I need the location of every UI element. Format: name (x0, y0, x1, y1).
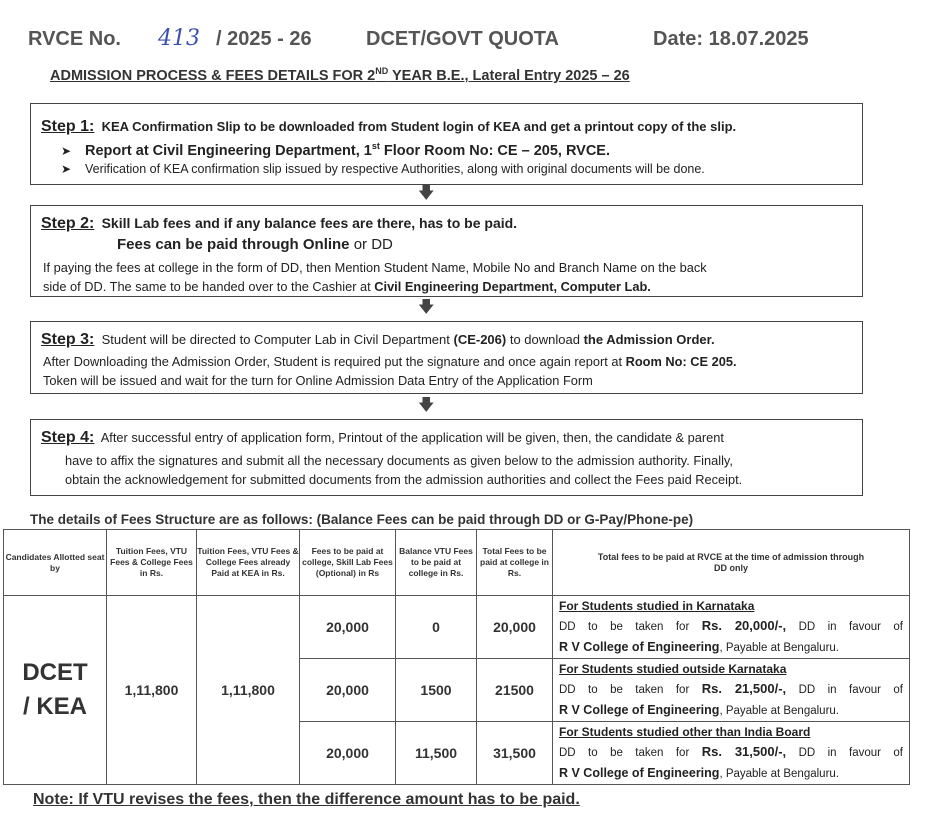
step-2-box (30, 205, 863, 297)
step-3-line-3: Token will be issued and wait for the turn for Online Admission Data Entry of the Application Form (43, 373, 593, 388)
dd-instruction-cell: For Students studied other than India Board DD to be taken for Rs. 31,500/-, DD in favour of R V College of Engineering, Payable at Bengaluru. (553, 722, 910, 785)
table-header-row (4, 530, 910, 596)
step-4-line-3: obtain the acknowledgement for submitted documents from the admission authorities and collect the Fees paid Receipt. (65, 472, 743, 487)
skill-lab-cell: 20,000 (300, 659, 396, 722)
step-2-label: Step 2: (41, 215, 95, 232)
step-2-line-2: Fees can be paid through Online or DD (117, 236, 393, 253)
down-arrow-icon: 🡇 (418, 397, 435, 414)
balance-vtu-cell: 1500 (396, 659, 477, 722)
step-1-label: Step 1: (41, 118, 95, 135)
total-fees-cell: 20,000 (477, 596, 553, 659)
rvce-label: RVCE No. (28, 28, 121, 50)
skill-lab-cell: 20,000 (300, 722, 396, 785)
step-4-line-2: have to affix the signatures and submit all the necessary documents as given below to the admission authority. Finally, (65, 453, 733, 468)
header-total-at-rvce: Total fees to be paid at RVCE at the time of admission through DD only (553, 530, 910, 596)
dd-instruction-cell: For Students studied outside Karnataka DD to be taken for Rs. 21,500/-, DD in favour of R V College of Engineering, Payable at Bengaluru. (553, 659, 910, 722)
fees-table (3, 529, 910, 785)
step-1-box (30, 103, 863, 185)
down-arrow-icon: 🡇 (418, 185, 435, 202)
total-fees-cell: 31,500 (477, 722, 553, 785)
header-paid-at-kea: Tuition Fees, VTU Fees & College Fees already Paid at KEA in Rs. (197, 530, 300, 596)
step-2-line-3: If paying the fees at college in the form of DD, then Mention Student Name, Mobile No and Branch Name on the back (43, 260, 707, 275)
step-1-bullet-2: ➤ Verification of KEA confirmation slip issued by respective Authorities, along with original documents will be done. (61, 162, 705, 176)
step-3-line-1: Step 3: Student will be directed to Computer Lab in Civil Department (CE-206) to download the Admission Order. (41, 331, 715, 348)
step-3-line-2: After Downloading the Admission Order, Student is required put the signature and once again report at Room No: CE 205. (43, 354, 737, 369)
step-1-line: Step 1: KEA Confirmation Slip to be downloaded from Student login of KEA and get a printout copy of the slip. (41, 118, 737, 135)
fees-revision-note: Note: If VTU revises the fees, then the difference amount has to be paid. (33, 791, 580, 808)
rvce-number: 413 (158, 26, 200, 51)
dd-instruction-cell: For Students studied in Karnataka DD to be taken for Rs. 20,000/-, DD in favour of R V College of Engineering, Payable at Bengaluru. (553, 596, 910, 659)
academic-year: / 2025 - 26 (216, 28, 312, 50)
skill-lab-cell: 20,000 (300, 596, 396, 659)
step-3-box (30, 321, 863, 394)
step-2-line-1: Step 2: Skill Lab fees and if any balance fees are there, has to be paid. (41, 215, 518, 232)
document-header (28, 28, 908, 58)
header-skill-lab-fees: Fees to be paid at college, Skill Lab Fees (Optional) in Rs (300, 530, 396, 596)
step-4-label: Step 4: (41, 429, 95, 446)
step-4-box (30, 419, 863, 496)
tuition-fees-cell: 1,11,800 (107, 596, 197, 785)
document-subtitle: ADMISSION PROCESS & FEES DETAILS FOR 2ND YEAR B.E., Lateral Entry 2025 – 26 (50, 66, 630, 84)
quota-label: DCET/GOVT QUOTA (366, 28, 559, 50)
down-arrow-icon: 🡇 (418, 299, 435, 316)
header-total-fees: Total Fees to be paid at college in Rs. (477, 530, 553, 596)
header-candidates: Candidates Allotted seat by (4, 530, 107, 596)
paid-at-kea-cell: 1,11,800 (197, 596, 300, 785)
step-1-bullet-1: ➤ Report at Civil Engineering Department, 1st Floor Room No: CE – 205, RVCE. (61, 141, 611, 159)
header-balance-vtu: Balance VTU Fees to be paid at college in Rs. (396, 530, 477, 596)
balance-vtu-cell: 11,500 (396, 722, 477, 785)
header-tuition-fees: Tuition Fees, VTU Fees & College Fees in Rs. (107, 530, 197, 596)
balance-vtu-cell: 0 (396, 596, 477, 659)
total-fees-cell: 21500 (477, 659, 553, 722)
step-4-line-1: Step 4: After successful entry of application form, Printout of the application will be given, then, the candidate & parent (41, 429, 724, 446)
seat-allotment-cell: DCET / KEA (4, 596, 107, 785)
document-date: Date: 18.07.2025 (653, 28, 809, 50)
step-3-label: Step 3: (41, 331, 95, 348)
table-row (4, 596, 910, 659)
step-2-line-4: side of DD. The same to be handed over to the Cashier at Civil Engineering Department, Computer Lab. (43, 279, 651, 294)
fees-structure-title: The details of Fees Structure are as follows: (Balance Fees can be paid through DD or G-Pay/Phone-pe) (30, 512, 694, 527)
